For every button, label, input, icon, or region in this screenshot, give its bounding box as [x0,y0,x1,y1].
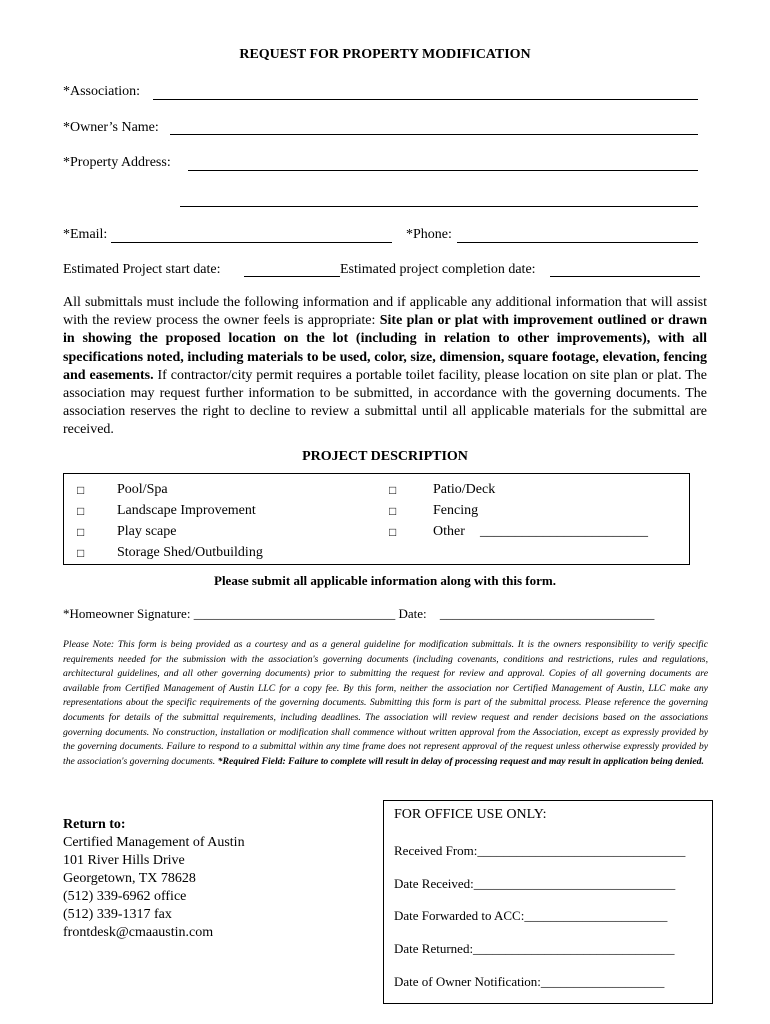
instructions-detail: If contractor/city permit requires a portable toilet facility, please location on site plan or plat. The association may request further information to be submitted, in accordance with the governing documents. The association reserves the right to decline to review a submittal until all applicable materials for the submittal are received. [63,367,707,438]
checkbox-storage-shed[interactable]: □ [77,546,85,560]
date-returned-field[interactable]: Date Returned:_______________________________ [394,941,675,956]
project-description-heading: PROJECT DESCRIPTION [302,449,468,464]
date-received-field[interactable]: Date Received:_______________________________ [394,876,676,891]
start-date-field[interactable] [244,276,340,277]
return-line: (512) 339-1317 fax [63,907,172,922]
owner-name-field[interactable] [170,134,698,135]
checkbox-pool-spa[interactable]: □ [77,483,85,497]
association-label: *Association: [63,84,140,99]
return-email: frontdesk@cmaaustin.com [63,925,214,940]
instructions-paragraph [63,294,707,440]
signature-label: *Homeowner Signature: [63,606,191,621]
completion-date-field[interactable] [550,276,700,277]
owner-name-label: *Owner’s Name: [63,120,159,135]
property-address-field[interactable] [188,170,698,171]
required-field-note: *Required Field: Failure to complete will result in delay of processing request and may result in application being denied. [217,755,704,767]
phone-field[interactable] [457,242,698,243]
received-from-field[interactable]: Received From:________________________________ [394,843,686,858]
checkbox-landscape[interactable]: □ [77,504,85,518]
instructions-requirements: Site plan or plat with improvement outlined or drawn in showing the proposed location on the lot (including in relation to other improvements), with all specifications noted, including materials to be used, color, size, dimension, square footage, elevation, fencing and easements. [63,313,708,383]
option-label: Play scape [117,524,177,539]
property-address-field-line2[interactable] [180,206,698,207]
association-field[interactable] [153,99,698,100]
return-line: (512) 339-6962 office [63,889,187,904]
option-label: Storage Shed/Outbuilding [117,545,263,560]
please-note [63,638,708,769]
office-use-box [383,800,713,1004]
email-label: *Email: [63,227,108,242]
other-field[interactable]: ________________________ [480,524,648,539]
form-title: REQUEST FOR PROPERTY MODIFICATION [239,47,531,62]
option-label: Other [433,524,465,539]
option-label: Fencing [433,503,479,518]
signature-row [63,606,654,622]
option-label: Pool/Spa [117,482,168,497]
return-line: Georgetown, TX 78628 [63,871,196,886]
completion-date-label: Estimated project completion date: [340,262,536,277]
date-label: Date: [398,606,427,621]
option-label: Landscape Improvement [117,503,256,518]
return-address [63,816,245,942]
signature-field[interactable]: _______________________________ [193,606,396,621]
owner-notification-field[interactable]: Date of Owner Notification:___________________ [394,974,665,989]
office-use-heading: FOR OFFICE USE ONLY: [394,807,547,822]
checkbox-patio-deck[interactable]: □ [389,483,397,497]
start-date-label: Estimated Project start date: [63,262,221,277]
date-forwarded-field[interactable]: Date Forwarded to ACC:______________________ [394,908,668,923]
checkbox-other[interactable]: □ [389,525,397,539]
email-field[interactable] [111,242,392,243]
date-field[interactable]: _________________________________ [439,606,655,621]
return-line: 101 River Hills Drive [63,853,185,868]
instructions-intro: All submittals must include the following information and if applicable any additional information that will assist with the review process the owner feels is appropriate: [63,295,707,329]
submit-note: Please submit all applicable information along with this form. [214,573,556,588]
property-address-label: *Property Address: [63,155,171,170]
checkbox-play-scape[interactable]: □ [77,525,85,539]
return-line: Certified Management of Austin [63,835,245,850]
phone-label: *Phone: [406,227,452,242]
please-note-body: Please Note: This form is being provided as a courtesy and as a general guideline for modification submittals. It is the owners responsibility to verify specific requirements needed for the submission with the association's governing documents (including covenants, conditions and restrictions, rules and regulations, architectural guidelines, and all other governing documents) prior to submitting the request for review and approval. Copies of all governing documents are available from Certified Management of Austin LLC for a copy fee. By this form, neither the association nor Certified Management of Austin, LLC make any representations about the specific requirements of the governing documents. Submitting this form is part of the submittal process. Please reference the governing documents for details of the submittal requirements, including deadlines. The association will review request and render decisions based on the associations governing documents. No construction, installation or modification shall commence without written approval from the Association, except as expressly provided by the governing documents. Failure to respond to a submittal within any time frame does not represent approval of the request unless otherwise expressly provided by the association's governing documents. [63,639,708,767]
return-heading: Return to: [63,817,126,832]
checkbox-fencing[interactable]: □ [389,504,397,518]
option-label: Patio/Deck [433,482,496,497]
